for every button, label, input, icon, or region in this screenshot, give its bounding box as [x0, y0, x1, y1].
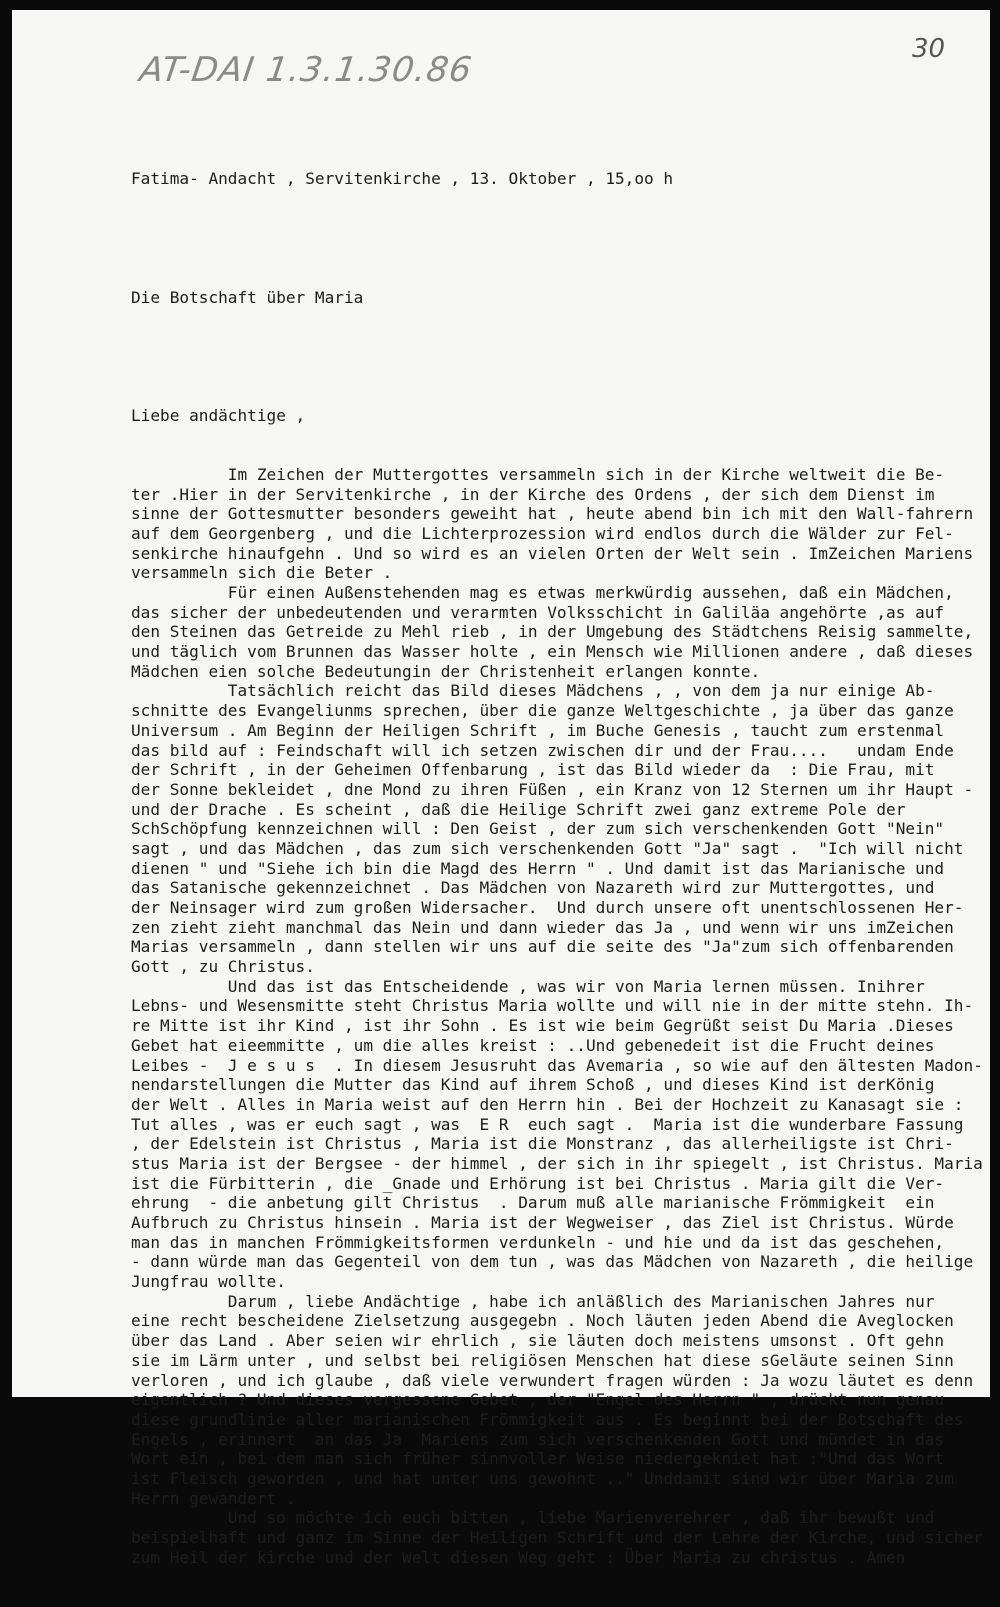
body-line: und der Drache . Es scheint , daß die Heilige Schrift zwei ganz extreme Pole der — [131, 799, 906, 819]
body-line: den Steinen das Getreide zu Mehl rieb , in der Umgebung des Städtchens Reisig sammelte, — [131, 622, 974, 642]
body-line: sagt , und das Mädchen , das zum sich verschenkenden Gott "Ja" sagt . "Ich will nicht — [131, 838, 964, 858]
body-line: ehrung - die anbetung gilt Christus . Darum muß alle marianische Frömmigkeit ein — [131, 1193, 935, 1213]
body-line: schnitte des Evangeliunms sprechen, über die ganze Weltgeschichte , ja über das ganze — [131, 701, 954, 721]
body-line: Im Zeichen der Muttergottes versammeln sich in der Kirche weltweit die Be- — [131, 464, 945, 484]
body-line: Tut alles , was er euch sagt , was E R euch sagt . Maria ist die wunderbare Fassung — [131, 1114, 964, 1134]
body-line: Für einen Außenstehenden mag es etwas merkwürdig aussehen, daß ein Mädchen, — [131, 583, 954, 602]
body-line: Und so möchte ich euch bitten , liebe Marienverehrer , daß ihr bewußt und — [131, 1508, 935, 1528]
body-line: versammeln sich die Beter . — [131, 563, 393, 583]
body-line: Jungfrau wollte. — [131, 1272, 286, 1292]
body-line: sie im Lärm unter , und selbst bei religiösen Menschen hat diese sGeläute seinen Sinn — [131, 1350, 954, 1370]
body-line: re Mitte ist ihr Kind , ist ihr Sohn . Es ist wie beim Gegrüßt seist Du Maria .Dieses — [131, 1016, 954, 1036]
body-line: ist Fleisch geworden , und hat unter uns gewohnt .." Unddamit sind wir über Maria zum — [131, 1468, 954, 1488]
body-line: Gott , zu Christus. — [131, 957, 315, 977]
body-line: über das Land . Aber seien wir ehrlich , sie läuten doch meistens umsonst . Oft gehn — [131, 1331, 945, 1351]
body-line: der Schrift , in der Geheimen Offenbarung , ist das Bild wieder da : Die Frau, mit — [131, 760, 935, 780]
body-line: stus Maria ist der Bergsee - der himmel , der sich in ihr spiegelt , ist Christus. Maria — [131, 1153, 983, 1173]
body-text — [131, 465, 993, 1568]
body-line: Mädchen eien solche Bedeutungin der Christenheit erlangen konnte. — [131, 661, 761, 681]
body-line: - dann würde man das Gegenteil von dem tun , was das Mädchen von Nazareth , die heilige — [131, 1252, 974, 1272]
document-page — [12, 10, 990, 1567]
body-line: sinne der Gottesmutter besonders geweiht hat , heute abend bin ich mit den Wall-fahrern — [131, 504, 974, 524]
body-line: zum Heil der kirche und der Welt diesen Weg geht : Über Maria zu christus . Amen — [131, 1547, 906, 1567]
body-line: senkirche hinaufgehn . Und so wird es an vielen Orten der Welt sein . ImZeichen Mariens — [131, 543, 974, 563]
body-line: zen zieht zieht manchmal das Nein und dann wieder das Ja , und wenn wir uns imZeichen — [131, 917, 954, 937]
body-line: diese grundlinie aller marianischen Frömmigkeit aus . Es beginnt bei der Botschaft des — [131, 1409, 964, 1429]
body-line: Darum , liebe Andächtige , habe ich anläßlich des Marianischen Jahres nur — [131, 1291, 935, 1311]
body-line: ter .Hier in der Servitenkirche , in der Kirche des Ordens , der sich dem Dienst im — [131, 484, 935, 504]
body-line: Herrn gewandert . — [131, 1488, 296, 1508]
salutation: Liebe andächtige , — [131, 405, 306, 425]
body-line: Lebns- und Wesensmitte steht Christus Maria wollte und will nie in der mitte stehn. Ih- — [131, 996, 974, 1016]
body-line: der Sonne bekleidet , dne Mond zu ihren Füßen , ein Kranz von 12 Sternen um ihr Haupt - — [131, 779, 974, 799]
body-line: Wort ein , bei dem man sich früher sinnvoller Weise niedergekniet hat :"Und das Wort — [131, 1449, 945, 1469]
body-line: das bild auf : Feindschaft will ich setzen zwischen dir und der Frau.... undam Ende — [131, 740, 954, 760]
body-line: und täglich vom Brunnen das Wasser holte , ein Mensch wie Millionen andere , daß dieses — [131, 642, 974, 662]
typed-text-block — [131, 130, 993, 1607]
document-subtitle: Die Botschaft über Maria — [131, 287, 364, 307]
body-line: das Satanische gekennzeichnet . Das Mädchen von Nazareth wird zur Muttergottes, und — [131, 878, 935, 898]
body-line: man das in manchen Frömmigkeitsformen verdunkeln - und hie und da ist das geschehen, — [131, 1232, 945, 1252]
body-line: nendarstellungen die Mutter das Kind auf ihrem Schoß , und dieses Kind ist derKönig — [131, 1075, 935, 1095]
body-line: Engels , erinnert an das Ja Mariens zum sich verschenkenden Gott und mündet in das — [131, 1429, 945, 1449]
body-line: ist die Fürbitterin , die _Gnade und Erhörung ist bei Christus . Maria gilt die Ver- — [131, 1173, 945, 1193]
body-line: Leibes - J e s u s . In diesem Jesusruht das Avemaria , so wie auf den ältesten Madon- — [131, 1055, 983, 1075]
body-line: Und das ist das Entscheidende , was wir von Maria lernen müssen. Inihrer — [131, 976, 925, 996]
blank-line — [131, 229, 993, 249]
body-line: Aufbruch zu Christus hinsein . Maria ist der Wegweiser , das Ziel ist Christus. Würde — [131, 1213, 954, 1232]
body-line: eine recht bescheidene Zielsetzung ausgegebn . Noch läuten jeden Abend die Aveglocken — [131, 1311, 954, 1331]
body-line: beispielhaft und ganz im Sinne der Heiligen Schrift und der Lehre der Kirche, und sicher — [131, 1528, 983, 1547]
body-line: auf dem Georgenberg , und die Lichterprozession wird endlos durch die Wälder zur Fel- — [131, 523, 954, 543]
document-heading: Fatima- Andacht , Servitenkirche , 13. Oktober , 15,oo h — [131, 169, 674, 189]
body-line: SchSchöpfung kennzeichnen will : Den Geist , der zum sich verschenkenden Gott "Nein" — [131, 819, 945, 839]
body-line: Gebet hat eieemmitte , um die alles kreist : ..Und gebenedeit ist die Frucht deines — [131, 1035, 935, 1055]
archive-id-handwritten: AT-DAI 1.3.1.30.86 — [137, 50, 475, 90]
body-line: der Neinsager wird zum großen Widersacher. Und durch unsere oft unentschlossenen Her- — [131, 898, 964, 917]
blank-line — [131, 347, 993, 367]
body-line: dienen " und "Siehe ich bin die Magd des Herrn " . Und damit ist das Marianische und — [131, 858, 945, 878]
body-line: eigentlich ? Und dieses vergessene Gebet , der "Engel des Herrn " , drückt nun genau — [131, 1390, 945, 1410]
body-line: verloren , und ich glaube , daß viele verwundert fragen würden : Ja wozu läutet es denn — [131, 1370, 974, 1390]
body-line: Marias versammeln , dann stellen wir uns auf die seite des "Ja"zum sich offenbarenden — [131, 937, 954, 957]
body-line: Universum . Am Beginn der Heiligen Schrift , im Buche Genesis , taucht zum erstenmal — [131, 720, 945, 740]
body-line: der Welt . Alles in Maria weist auf den Herrn hin . Bei der Hochzeit zu Kanasagt sie : — [131, 1094, 964, 1114]
page-number-handwritten: 30 — [912, 34, 946, 64]
body-line: , der Edelstein ist Christus , Maria ist die Monstranz , das allerheiligste ist Chri- — [131, 1134, 954, 1154]
body-line: das sicher der unbedeutenden und verarmten Volksschicht in Galiläa angehörte ,as auf — [131, 602, 945, 622]
body-line: Tatsächlich reicht das Bild dieses Mädchens , , von dem ja nur einige Ab- — [131, 681, 935, 701]
